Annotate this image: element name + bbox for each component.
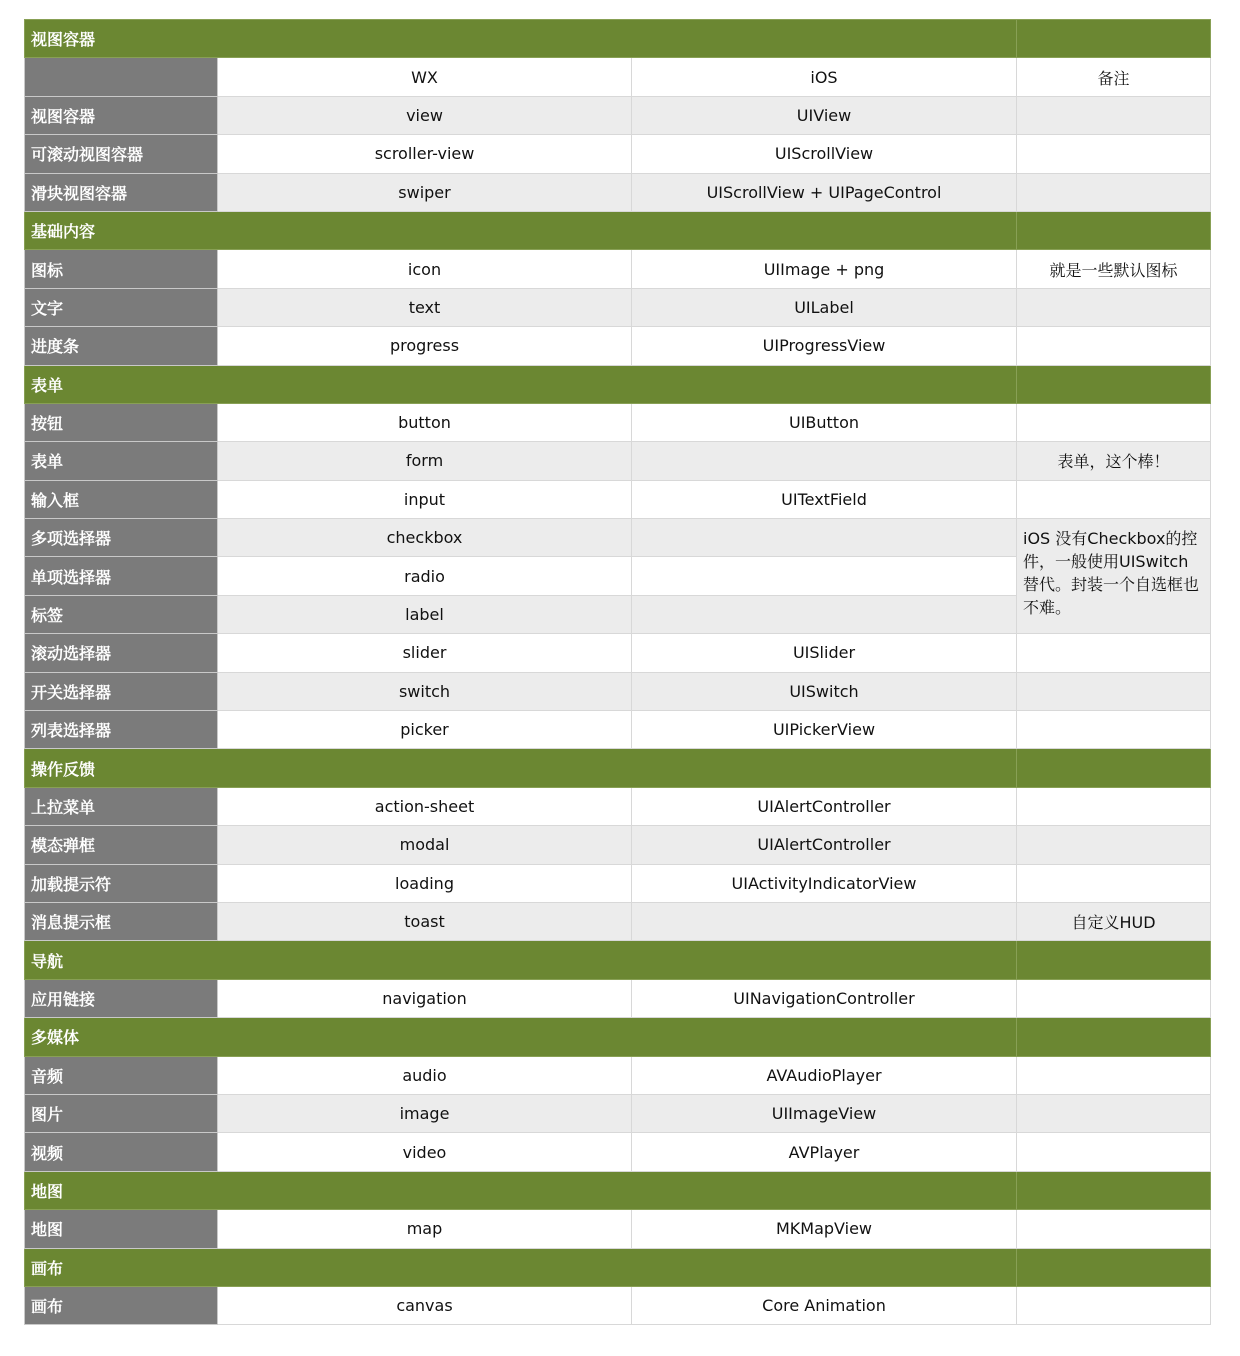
row-wx: map [218,1210,632,1248]
row-note [1017,1133,1211,1171]
table-row [25,442,1211,480]
row-wx: image [218,1094,632,1132]
row-name: 单项选择器 [25,557,218,595]
row-name: 滑块视图容器 [25,173,218,211]
row-ios: AVPlayer [632,1133,1017,1171]
row-name: 音频 [25,1056,218,1094]
row-wx: slider [218,634,632,672]
row-ios: UIAlertController [632,787,1017,825]
table-row [25,1210,1211,1248]
row-ios: UIImage + png [632,250,1017,288]
row-ios: UIAlertController [632,826,1017,864]
row-note [1017,403,1211,441]
row-ios: Core Animation [632,1286,1017,1324]
row-note: 表单，这个棒！ [1017,442,1211,480]
row-note: 自定义HUD [1017,902,1211,940]
row-wx: radio [218,557,632,595]
row-name: 标签 [25,595,218,633]
row-name: 文字 [25,288,218,326]
row-name: 图标 [25,250,218,288]
table-row [25,1056,1211,1094]
row-wx: swiper [218,173,632,211]
row-wx: action-sheet [218,787,632,825]
row-wx: picker [218,711,632,749]
row-ios: UIButton [632,403,1017,441]
row-name: 图片 [25,1094,218,1132]
section-title: 多媒体 [25,1018,1017,1056]
section-header-row [25,941,1211,979]
table-row [25,327,1211,365]
row-ios [632,442,1017,480]
row-ios [632,595,1017,633]
row-name: 开关选择器 [25,672,218,710]
row-wx: toast [218,902,632,940]
row-ios: AVAudioPlayer [632,1056,1017,1094]
row-note-merged: iOS 没有Checkbox的控件，一般使用UISwitch替代。封装一个自选框也不难。 [1017,519,1211,634]
row-note [1017,826,1211,864]
comparison-table [24,19,1211,1325]
row-note [1017,327,1211,365]
header-note: 备注 [1017,58,1211,96]
section-header-row [25,1171,1211,1209]
row-note [1017,135,1211,173]
section-title: 导航 [25,941,1017,979]
row-name: 应用链接 [25,979,218,1017]
row-ios [632,902,1017,940]
comparison-table-container [24,19,1210,1325]
row-name: 进度条 [25,327,218,365]
row-wx: checkbox [218,519,632,557]
table-row [25,403,1211,441]
row-wx: modal [218,826,632,864]
row-name: 表单 [25,442,218,480]
row-ios: UIProgressView [632,327,1017,365]
row-wx: icon [218,250,632,288]
table-row [25,826,1211,864]
row-wx: scroller-view [218,135,632,173]
section-blank-cell [1017,1171,1211,1209]
table-row [25,1286,1211,1324]
table-row [25,634,1211,672]
row-wx: progress [218,327,632,365]
table-row [25,787,1211,825]
section-header-row [25,1248,1211,1286]
row-note [1017,634,1211,672]
table-row [25,519,1211,557]
header-ios: iOS [632,58,1017,96]
section-header-row [25,1018,1211,1056]
row-wx: switch [218,672,632,710]
row-name: 模态弹框 [25,826,218,864]
table-row [25,979,1211,1017]
row-name: 消息提示框 [25,902,218,940]
row-name: 多项选择器 [25,519,218,557]
row-name: 输入框 [25,480,218,518]
row-name: 地图 [25,1210,218,1248]
section-header-row [25,749,1211,787]
row-ios: UITextField [632,480,1017,518]
section-header-row [25,365,1211,403]
table-row [25,672,1211,710]
table-row [25,902,1211,940]
row-ios: MKMapView [632,1210,1017,1248]
row-wx: navigation [218,979,632,1017]
table-row [25,480,1211,518]
row-name: 上拉菜单 [25,787,218,825]
row-note [1017,1094,1211,1132]
row-note [1017,288,1211,326]
row-note [1017,864,1211,902]
row-note [1017,979,1211,1017]
section-blank-cell [1017,1018,1211,1056]
section-title: 表单 [25,365,1017,403]
row-note [1017,96,1211,134]
table-row [25,1094,1211,1132]
row-wx: audio [218,1056,632,1094]
row-name: 视频 [25,1133,218,1171]
section-blank-cell [1017,749,1211,787]
row-wx: video [218,1133,632,1171]
row-note [1017,1210,1211,1248]
section-title: 视图容器 [25,20,1017,58]
table-header-row [25,58,1211,96]
row-wx: input [218,480,632,518]
row-ios: UIView [632,96,1017,134]
row-ios [632,519,1017,557]
section-header-row [25,211,1211,249]
row-name: 按钮 [25,403,218,441]
table-row [25,135,1211,173]
row-wx: button [218,403,632,441]
row-wx: label [218,595,632,633]
row-ios: UILabel [632,288,1017,326]
row-ios: UIScrollView [632,135,1017,173]
row-wx: loading [218,864,632,902]
row-note [1017,1286,1211,1324]
table-row [25,288,1211,326]
section-title: 基础内容 [25,211,1017,249]
row-note [1017,173,1211,211]
section-header-row [25,20,1211,58]
row-wx: view [218,96,632,134]
row-note [1017,480,1211,518]
row-ios [632,557,1017,595]
row-wx: text [218,288,632,326]
row-name: 列表选择器 [25,711,218,749]
row-ios: UISwitch [632,672,1017,710]
section-blank-cell [1017,211,1211,249]
row-wx: canvas [218,1286,632,1324]
table-row [25,1133,1211,1171]
row-name: 可滚动视图容器 [25,135,218,173]
row-ios: UIImageView [632,1094,1017,1132]
row-name: 视图容器 [25,96,218,134]
section-blank-cell [1017,20,1211,58]
row-ios: UIActivityIndicatorView [632,864,1017,902]
row-ios: UIScrollView + UIPageControl [632,173,1017,211]
row-note [1017,787,1211,825]
table-row [25,96,1211,134]
header-corner-cell [25,58,218,96]
row-note [1017,1056,1211,1094]
section-title: 画布 [25,1248,1017,1286]
row-name: 加载提示符 [25,864,218,902]
section-blank-cell [1017,1248,1211,1286]
row-note [1017,711,1211,749]
section-blank-cell [1017,941,1211,979]
section-blank-cell [1017,365,1211,403]
table-row [25,173,1211,211]
table-row [25,864,1211,902]
row-ios: UINavigationController [632,979,1017,1017]
row-ios: UISlider [632,634,1017,672]
row-ios: UIPickerView [632,711,1017,749]
row-note: 就是一些默认图标 [1017,250,1211,288]
row-name: 画布 [25,1286,218,1324]
header-wx: WX [218,58,632,96]
table-row [25,711,1211,749]
section-title: 操作反馈 [25,749,1017,787]
table-row [25,250,1211,288]
row-wx: form [218,442,632,480]
section-title: 地图 [25,1171,1017,1209]
row-name: 滚动选择器 [25,634,218,672]
row-note [1017,672,1211,710]
